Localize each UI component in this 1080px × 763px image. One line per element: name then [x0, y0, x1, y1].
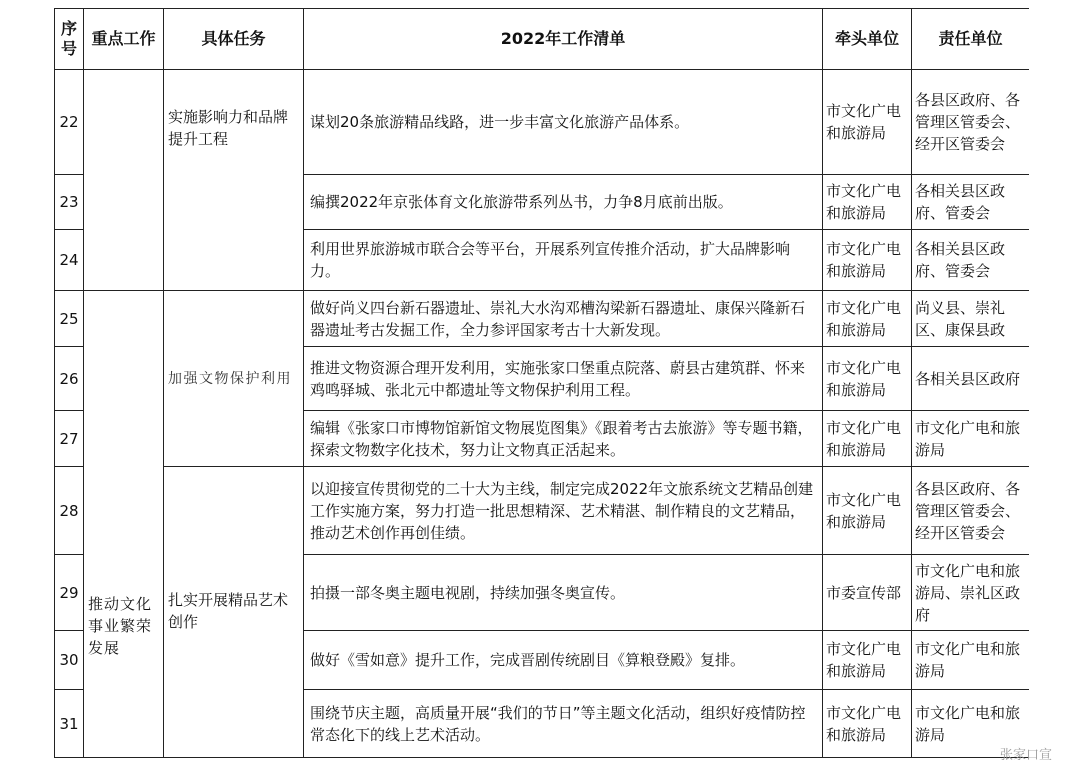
lead-unit: 市文化广电和旅游局 [823, 70, 912, 175]
responsible-unit: 市文化广电和旅游局、崇礼区政府 [912, 555, 1030, 631]
table-row [55, 291, 1030, 347]
row-number: 23 [55, 175, 84, 230]
work-item: 推进文物资源合理开发利用，实施张家口堡重点院落、蔚县古建筑群、怀来鸡鸣驿城、张北元中都遗址等文物保护利用工程。 [304, 347, 823, 411]
focus-cell: 推动文化事业繁荣发展 [84, 291, 164, 758]
lead-unit: 市文化广电和旅游局 [823, 411, 912, 467]
lead-unit: 市文化广电和旅游局 [823, 175, 912, 230]
focus-cell-empty [84, 70, 164, 291]
task-cell: 加强文物保护利用 [164, 291, 304, 467]
lead-unit: 市文化广电和旅游局 [823, 291, 912, 347]
row-number: 29 [55, 555, 84, 631]
row-number: 27 [55, 411, 84, 467]
work-item: 做好尚义四台新石器遗址、崇礼大水沟邓槽沟梁新石器遗址、康保兴隆新石器遗址考古发掘工作，全力参评国家考古十大新发现。 [304, 291, 823, 347]
work-plan-table [54, 8, 1029, 758]
work-item: 围绕节庆主题，高质量开展“我们的节日”等主题文化活动，组织好疫情防控常态化下的线上艺术活动。 [304, 690, 823, 758]
work-item: 做好《雪如意》提升工作，完成晋剧传统剧目《算粮登殿》复排。 [304, 631, 823, 690]
table-header-row [55, 9, 1030, 70]
lead-unit: 市文化广电和旅游局 [823, 690, 912, 758]
row-number: 30 [55, 631, 84, 690]
watermark: 张家口宣 [999, 748, 1052, 763]
header-lead: 牵头单位 [823, 9, 912, 70]
row-number: 24 [55, 230, 84, 291]
row-number: 26 [55, 347, 84, 411]
header-focus: 重点工作 [84, 9, 164, 70]
lead-unit: 市文化广电和旅游局 [823, 467, 912, 555]
lead-unit: 市文化广电和旅游局 [823, 347, 912, 411]
responsible-unit: 各县区政府、各管理区管委会、经开区管委会 [912, 70, 1030, 175]
work-item: 利用世界旅游城市联合会等平台，开展系列宣传推介活动，扩大品牌影响力。 [304, 230, 823, 291]
row-number: 25 [55, 291, 84, 347]
lead-unit: 市文化广电和旅游局 [823, 631, 912, 690]
table-row [55, 467, 1030, 555]
work-item: 谋划20条旅游精品线路，进一步丰富文化旅游产品体系。 [304, 70, 823, 175]
responsible-unit: 市文化广电和旅游局 [912, 690, 1030, 758]
work-item: 拍摄一部冬奥主题电视剧，持续加强冬奥宣传。 [304, 555, 823, 631]
task-cell: 实施影响力和品牌提升工程 [164, 70, 304, 291]
responsible-unit: 尚义县、崇礼区、康保县政 [912, 291, 1030, 347]
header-resp: 责任单位 [912, 9, 1030, 70]
lead-unit: 市委宣传部 [823, 555, 912, 631]
responsible-unit: 各相关县区政府、管委会 [912, 230, 1030, 291]
header-seq: 序号 [55, 9, 84, 70]
responsible-unit: 各相关县区政府 [912, 347, 1030, 411]
row-number: 31 [55, 690, 84, 758]
work-plan-table-page [54, 8, 1029, 759]
task-cell: 扎实开展精品艺术创作 [164, 467, 304, 758]
lead-unit: 市文化广电和旅游局 [823, 230, 912, 291]
table-row [55, 70, 1030, 175]
row-number: 28 [55, 467, 84, 555]
header-list: 2022年工作清单 [304, 9, 823, 70]
work-item: 编撰2022年京张体育文化旅游带系列丛书，力争8月底前出版。 [304, 175, 823, 230]
header-task: 具体任务 [164, 9, 304, 70]
work-item: 编辑《张家口市博物馆新馆文物展览图集》《跟着考古去旅游》等专题书籍，探索文物数字化技术，努力让文物真正活起来。 [304, 411, 823, 467]
work-item: 以迎接宣传贯彻党的二十大为主线，制定完成2022年文旅系统文艺精品创建工作实施方案，努力打造一批思想精深、艺术精湛、制作精良的文艺精品，推动艺术创作再创佳绩。 [304, 467, 823, 555]
row-number: 22 [55, 70, 84, 175]
responsible-unit: 各县区政府、各管理区管委会、经开区管委会 [912, 467, 1030, 555]
responsible-unit: 市文化广电和旅游局 [912, 631, 1030, 690]
responsible-unit: 各相关县区政府、管委会 [912, 175, 1030, 230]
responsible-unit: 市文化广电和旅游局 [912, 411, 1030, 467]
